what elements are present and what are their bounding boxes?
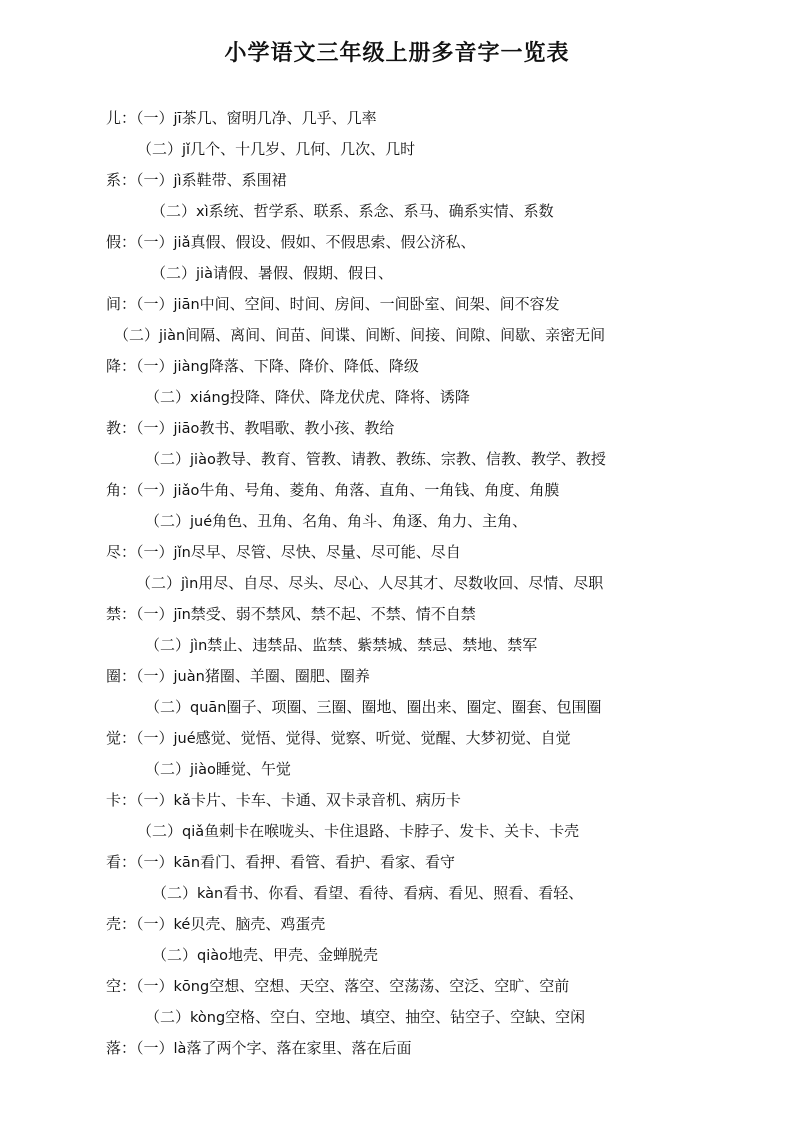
entry-sense-number: （二） <box>114 326 160 344</box>
entry-text <box>145 506 527 538</box>
entry-character: 角： <box>106 481 137 499</box>
entry-pinyin: jīn <box>173 607 191 623</box>
entry-words: 几个、十几岁、几何、几次、几时 <box>190 140 416 158</box>
entry-text <box>137 134 415 166</box>
entry-sense-number: （二） <box>137 822 183 840</box>
entry-line <box>0 444 794 475</box>
entry-text <box>106 351 419 383</box>
entry-sense-number: （一） <box>136 853 174 871</box>
entry-words: 降落、下降、降价、降低、降级 <box>208 357 419 375</box>
entry-pinyin: jué <box>190 514 213 530</box>
entry-words: 落了两个字、落在家里、落在后面 <box>186 1039 412 1057</box>
entry-line <box>0 909 794 940</box>
entry-sense-number: （二） <box>152 946 198 964</box>
entry-sense-number: （一） <box>136 729 174 747</box>
entry-character: 儿： <box>106 109 137 127</box>
entry-words: 空想、空想、天空、落空、空荡荡、空泛、空旷、空前 <box>209 977 570 995</box>
entry-line <box>0 382 794 413</box>
entry-pinyin: kōng <box>173 979 210 995</box>
entry-sense-number: （二） <box>145 512 191 530</box>
entry-line <box>0 878 794 909</box>
entry-character: 系： <box>106 171 137 189</box>
entry-pinyin: qiǎ <box>182 824 205 840</box>
entry-line <box>0 320 794 351</box>
entry-line <box>0 568 794 599</box>
entry-text <box>106 599 476 631</box>
entry-words: 睡觉、午觉 <box>215 760 291 778</box>
entry-character: 壳： <box>106 915 137 933</box>
entry-sense-number: （一） <box>136 1039 174 1057</box>
entry-line <box>0 971 794 1002</box>
entry-pinyin: qiào <box>197 948 229 964</box>
entry-words: 地壳、甲壳、金蝉脱壳 <box>228 946 379 964</box>
entry-text <box>106 537 461 569</box>
entry-pinyin: kān <box>173 855 201 871</box>
entry-sense-number: （一） <box>136 791 174 809</box>
entry-sense-number: （一） <box>136 419 174 437</box>
entry-sense-number: （二） <box>145 1008 191 1026</box>
entry-words: 中间、空间、时间、房间、一间卧室、间架、间不容发 <box>199 295 560 313</box>
entry-pinyin: jǐ <box>182 142 191 158</box>
entry-character: 觉： <box>106 729 137 747</box>
entry-text <box>151 258 393 290</box>
entry-text <box>106 661 370 693</box>
entry-text <box>106 847 455 879</box>
entry-sense-number: （一） <box>136 667 174 685</box>
entry-text <box>152 878 583 910</box>
entry-pinyin: jiǎo <box>173 483 200 499</box>
entry-character: 降： <box>106 357 137 375</box>
entry-line <box>0 599 794 630</box>
entry-words: 真假、假设、假如、不假思索、假公济私、 <box>190 233 476 251</box>
entry-line <box>0 723 794 754</box>
entry-words: 卡片、卡车、卡通、双卡录音机、病历卡 <box>190 791 461 809</box>
page-title: 小学语文三年级上册多音字一览表 <box>224 41 570 66</box>
entry-pinyin: kòng <box>190 1010 226 1026</box>
entry-pinyin: xì <box>196 204 209 220</box>
entry-words: 看书、你看、看望、看待、看病、看见、照看、看轻、 <box>223 884 584 902</box>
entry-words: 看门、看押、看管、看护、看家、看守 <box>200 853 456 871</box>
entry-pinyin: jǐn <box>173 545 191 561</box>
entry-words: 间隔、离间、间苗、间谍、间断、间接、间隙、间歇、亲密无间 <box>185 326 606 344</box>
entry-text <box>145 382 470 414</box>
entry-words: 用尽、自尽、尽头、尽心、人尽其才、尽数收回、尽情、尽职 <box>198 574 604 592</box>
entry-pinyin: jiào <box>190 452 216 468</box>
entry-text <box>106 723 571 755</box>
entry-line <box>0 816 794 847</box>
entry-sense-number: （二） <box>136 574 182 592</box>
entry-line <box>0 1033 794 1064</box>
entry-line <box>0 847 794 878</box>
entry-sense-number: （一） <box>136 109 174 127</box>
entry-words: 教书、教唱歌、教小孩、教给 <box>199 419 395 437</box>
entry-line <box>0 661 794 692</box>
entry-line <box>0 1002 794 1033</box>
entry-pinyin: là <box>173 1041 187 1057</box>
entry-list <box>0 103 794 1064</box>
entry-pinyin: jiào <box>190 762 216 778</box>
entry-words: 教导、教育、管教、请教、教练、宗教、信教、教学、教授 <box>215 450 606 468</box>
entry-line <box>0 785 794 816</box>
entry-words: 禁止、违禁品、监禁、紫禁城、禁忌、禁地、禁军 <box>207 636 538 654</box>
entry-line <box>0 630 794 661</box>
entry-line <box>0 103 794 134</box>
entry-sense-number: （一） <box>136 543 174 561</box>
entry-words: 感觉、觉悟、觉得、觉察、听觉、觉醒、大梦初觉、自觉 <box>195 729 571 747</box>
entry-character: 尽： <box>106 543 137 561</box>
entry-character: 假： <box>106 233 137 251</box>
entry-character: 间： <box>106 295 137 313</box>
entry-words: 猪圈、羊圈、圈肥、圈养 <box>204 667 370 685</box>
entry-character: 空： <box>106 977 137 995</box>
entry-words: 牛角、号角、菱角、角落、直角、一角钱、角度、角膜 <box>199 481 560 499</box>
entry-line <box>0 134 794 165</box>
entry-pinyin: quān <box>190 700 227 716</box>
entry-sense-number: （一） <box>136 357 174 375</box>
entry-words: 角色、丑角、名角、角斗、角逐、角力、主角、 <box>212 512 528 530</box>
entry-sense-number: （二） <box>145 450 191 468</box>
entry-pinyin: jìn <box>181 576 199 592</box>
entry-text <box>137 816 579 848</box>
entry-sense-number: （一） <box>136 481 174 499</box>
entry-words: 禁受、弱不禁风、禁不起、不禁、情不自禁 <box>190 605 476 623</box>
entry-sense-number: （二） <box>151 202 197 220</box>
entry-text <box>106 103 377 135</box>
entry-pinyin: kǎ <box>173 793 191 809</box>
entry-text <box>106 289 560 321</box>
entry-text <box>145 444 606 476</box>
entry-sense-number: （二） <box>151 264 197 282</box>
entry-sense-number: （二） <box>137 140 183 158</box>
entry-sense-number: （一） <box>136 171 174 189</box>
entry-words: 圈子、项圈、三圈、圈地、圈出来、圈定、圈套、包围圈 <box>226 698 602 716</box>
entry-sense-number: （二） <box>145 636 191 654</box>
entry-pinyin: xiáng <box>190 390 230 406</box>
entry-text <box>106 785 461 817</box>
entry-line <box>0 196 794 227</box>
entry-line <box>0 754 794 785</box>
entry-line <box>0 506 794 537</box>
entry-line <box>0 537 794 568</box>
entry-text <box>106 971 569 1003</box>
entry-text <box>106 165 287 197</box>
entry-character: 看： <box>106 853 137 871</box>
entry-words: 投降、降伏、降龙伏虎、降将、诱降 <box>229 388 470 406</box>
entry-character: 卡： <box>106 791 137 809</box>
entry-text <box>151 196 554 228</box>
entry-line <box>0 289 794 320</box>
entry-character: 禁： <box>106 605 137 623</box>
entry-text <box>106 475 559 507</box>
entry-words: 请假、暑假、假期、假日、 <box>212 264 393 282</box>
entry-sense-number: （一） <box>136 977 174 995</box>
entry-pinyin: ké <box>173 917 191 933</box>
entry-pinyin: jiàng <box>173 359 209 375</box>
entry-line <box>0 258 794 289</box>
entry-line <box>0 475 794 506</box>
entry-line <box>0 940 794 971</box>
entry-pinyin: jué <box>173 731 196 747</box>
entry-sense-number: （一） <box>136 295 174 313</box>
entry-text <box>106 909 325 941</box>
entry-line <box>0 351 794 382</box>
entry-pinyin: jiàn <box>159 328 186 344</box>
entry-pinyin: jìn <box>190 638 208 654</box>
entry-words: 系统、哲学系、联系、系念、系马、确系实情、系数 <box>208 202 554 220</box>
entry-sense-number: （二） <box>145 698 191 716</box>
entry-sense-number: （二） <box>145 388 191 406</box>
entry-sense-number: （二） <box>145 760 191 778</box>
entry-words: 鱼刺卡在喉咙头、卡住退路、卡脖子、发卡、关卡、卡壳 <box>204 822 580 840</box>
entry-text <box>106 227 476 259</box>
entry-text <box>106 1033 411 1065</box>
entry-pinyin: juàn <box>173 669 205 685</box>
entry-text <box>145 1002 585 1034</box>
entry-sense-number: （二） <box>152 884 198 902</box>
entry-character: 教： <box>106 419 137 437</box>
entry-text <box>145 754 291 786</box>
entry-text <box>152 940 378 972</box>
entry-pinyin: jì <box>173 173 182 189</box>
entry-pinyin: jiān <box>173 297 200 313</box>
entry-pinyin: jiāo <box>173 421 200 437</box>
entry-text <box>136 568 603 600</box>
entry-character: 圈： <box>106 667 137 685</box>
entry-line <box>0 692 794 723</box>
entry-pinyin: jī <box>173 111 182 127</box>
entry-words: 空格、空白、空地、填空、抽空、钻空子、空缺、空闲 <box>225 1008 586 1026</box>
entry-line <box>0 413 794 444</box>
entry-pinyin: jiǎ <box>173 235 191 251</box>
entry-words: 茶几、窗明几净、几乎、几率 <box>181 109 377 127</box>
entry-sense-number: （一） <box>136 605 174 623</box>
entry-line <box>0 227 794 258</box>
entry-text <box>145 630 537 662</box>
entry-pinyin: jià <box>196 266 213 282</box>
entry-text <box>114 320 605 352</box>
entry-pinyin: kàn <box>197 886 224 902</box>
entry-character: 落： <box>106 1039 137 1057</box>
entry-sense-number: （一） <box>136 915 174 933</box>
entry-words: 贝壳、脑壳、鸡蛋壳 <box>190 915 326 933</box>
entry-text <box>106 413 394 445</box>
entry-text <box>145 692 602 724</box>
entry-words: 尽早、尽管、尽快、尽量、尽可能、尽自 <box>190 543 461 561</box>
entry-sense-number: （一） <box>136 233 174 251</box>
entry-words: 系鞋带、系围裙 <box>181 171 287 189</box>
entry-line <box>0 165 794 196</box>
